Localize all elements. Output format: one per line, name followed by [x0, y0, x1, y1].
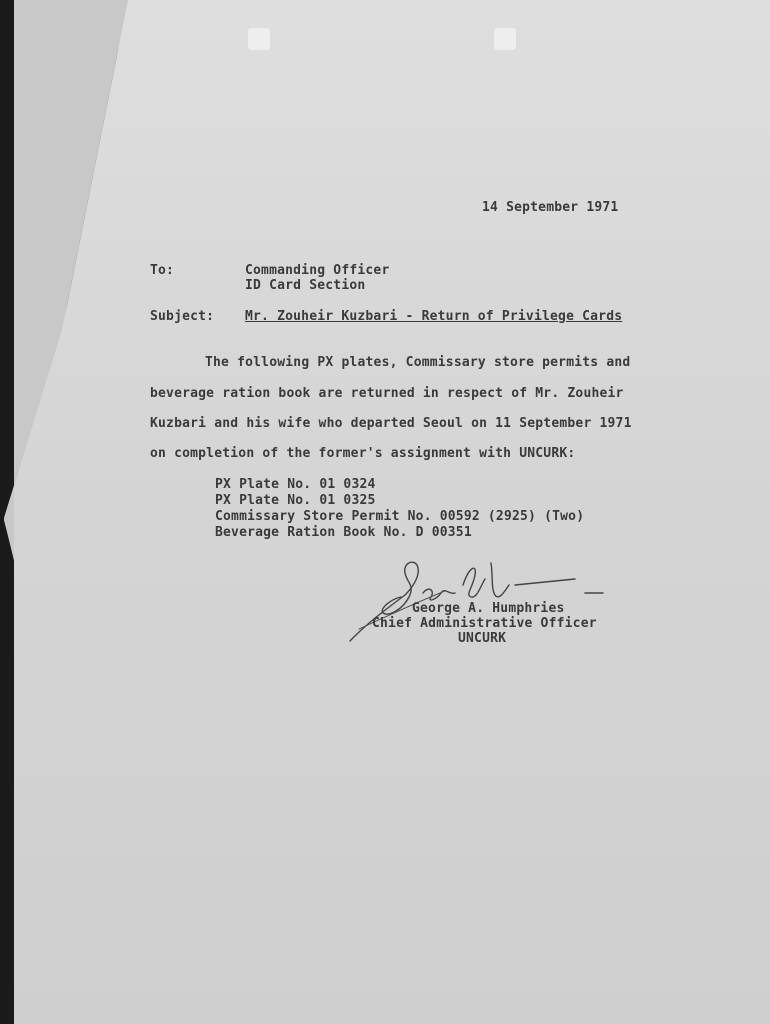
to-label: To: [150, 263, 175, 278]
item-beverage-ration-book: Beverage Ration Book No. D 00351 [215, 525, 472, 540]
item-px-plate-2: PX Plate No. 01 0325 [215, 493, 376, 508]
signer-organization: UNCURK [458, 631, 507, 646]
punch-mark-right [494, 28, 516, 50]
item-px-plate-1: PX Plate No. 01 0324 [215, 477, 376, 492]
punch-mark-left [248, 28, 270, 50]
letter-date: 14 September 1971 [482, 200, 619, 215]
recipient-line-2: ID Card Section [245, 278, 366, 293]
signer-name: George A. Humphries [412, 601, 565, 616]
body-line-2: beverage ration book are returned in respect of Mr. Zouheir [150, 386, 624, 401]
body-line-4: on completion of the former's assignment with UNCURK: [150, 446, 576, 461]
body-line-3: Kuzbari and his wife who departed Seoul on 11 September 1971 [150, 416, 632, 431]
item-commissary-permit: Commissary Store Permit No. 00592 (2925) (Two) [215, 509, 585, 524]
signer-title: Chief Administrative Officer [372, 616, 597, 631]
recipient-line-1: Commanding Officer [245, 263, 390, 278]
body-line-1: The following PX plates, Commissary store permits and [205, 355, 631, 370]
subject-text: Mr. Zouheir Kuzbari - Return of Privilege Cards [245, 309, 623, 324]
subject-label: Subject: [150, 309, 215, 324]
